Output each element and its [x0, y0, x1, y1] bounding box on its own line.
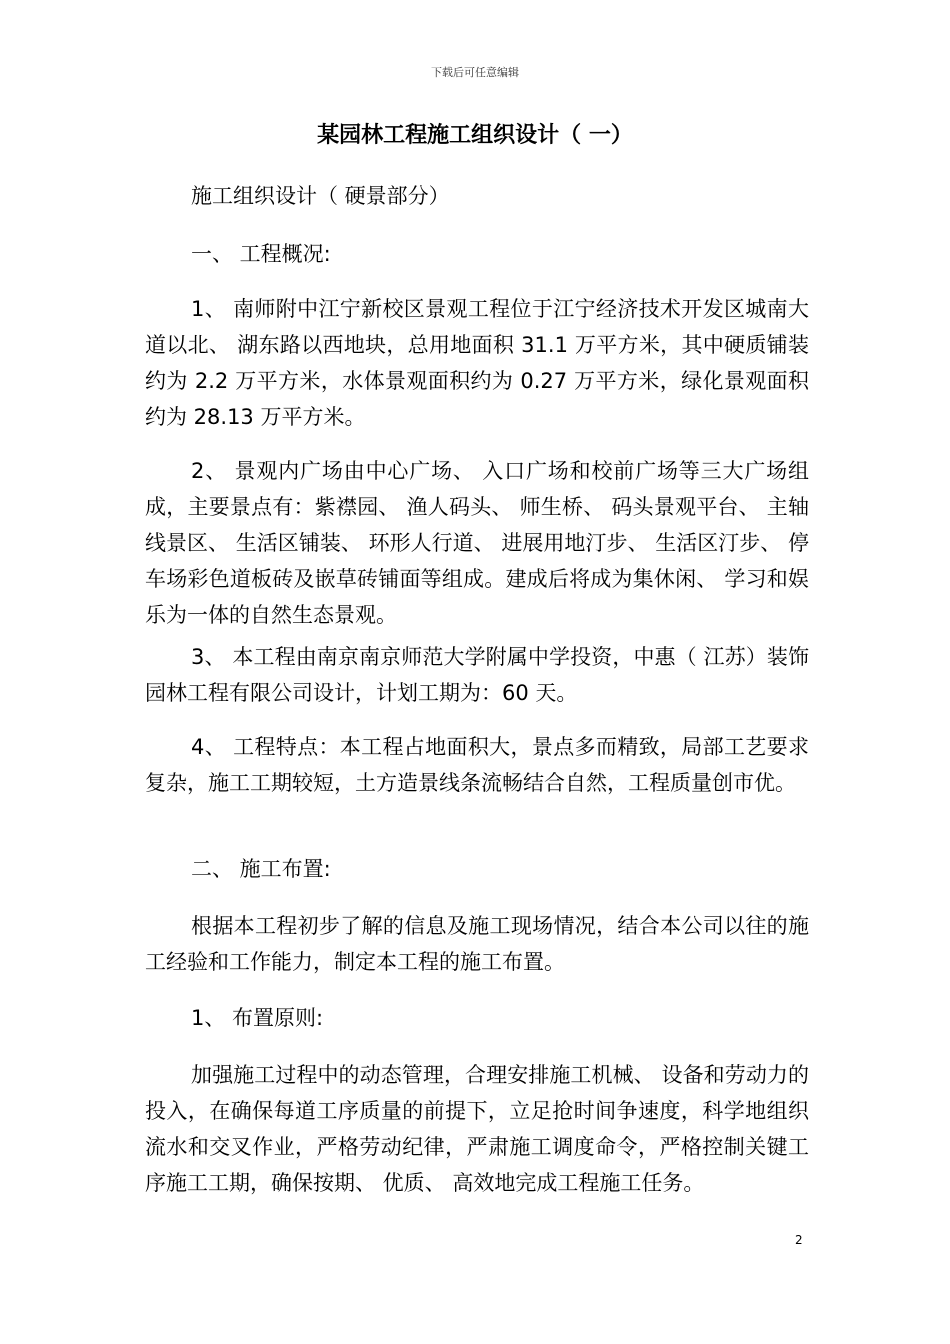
- section-subtitle: 施工组织设计（ 硬景部分）: [191, 184, 450, 208]
- section-heading-overview: 一、 工程概况:: [191, 242, 331, 266]
- paragraph-item-4: 4、 工程特点：本工程占地面积大，景点多而精致，局部工艺要求复杂，施工工期较短，土方造景线条流畅结合自然，工程质量创市优。: [145, 735, 809, 795]
- header-note: 下载后可任意编辑: [431, 66, 519, 79]
- section-heading-layout: 二、 施工布置:: [191, 857, 331, 881]
- paragraph-item-2: 2、 景观内广场由中心广场、 入口广场和校前广场等三大广场组成，主要景点有：紫襟园、 渔人码头、 师生桥、 码头景观平台、 主轴线景区、 生活区铺装、 环形人行道、 进展用地汀步、 生活区汀步、 停车场彩色道板砖及嵌草砖铺面等组成。建成后将成为集休闲、 学习和娱乐为一体的自然生态景观。: [145, 459, 809, 627]
- document-title: 某园林工程施工组织设计（ 一）: [317, 123, 633, 148]
- paragraph-item-1: 1、 南师附中江宁新校区景观工程位于江宁经济技术开发区城南大道以北、 湖东路以西地块，总用地面积 31.1 万平方米，其中硬质铺装约为 2.2 万平方米，水体景观面积约为 0.27 万平方米，绿化景观面积约为 28.13 万平方米。: [145, 297, 809, 429]
- paragraph-item-3: 3、 本工程由南京南京师范大学附属中学投资，中惠（ 江苏）装饰园林工程有限公司设计，计划工期为：60 天。: [145, 645, 809, 705]
- paragraph-layout-intro: 根据本工程初步了解的信息及施工现场情况，结合本公司以往的施工经验和工作能力，制定本工程的施工布置。: [145, 914, 809, 974]
- paragraph-principles: 加强施工过程中的动态管理，合理安排施工机械、 设备和劳动力的投入，在确保每道工序质量的前提下，立足抢时间争速度，科学地组织流水和交叉作业，严格劳动纪律，严肃施工调度命令，严格控制关键工序施工工期，确保按期、 优质、 高效地完成工程施工任务。: [145, 1063, 809, 1195]
- subsection-heading-principles: 1、 布置原则:: [191, 1006, 324, 1030]
- page-number: 2: [795, 1233, 803, 1247]
